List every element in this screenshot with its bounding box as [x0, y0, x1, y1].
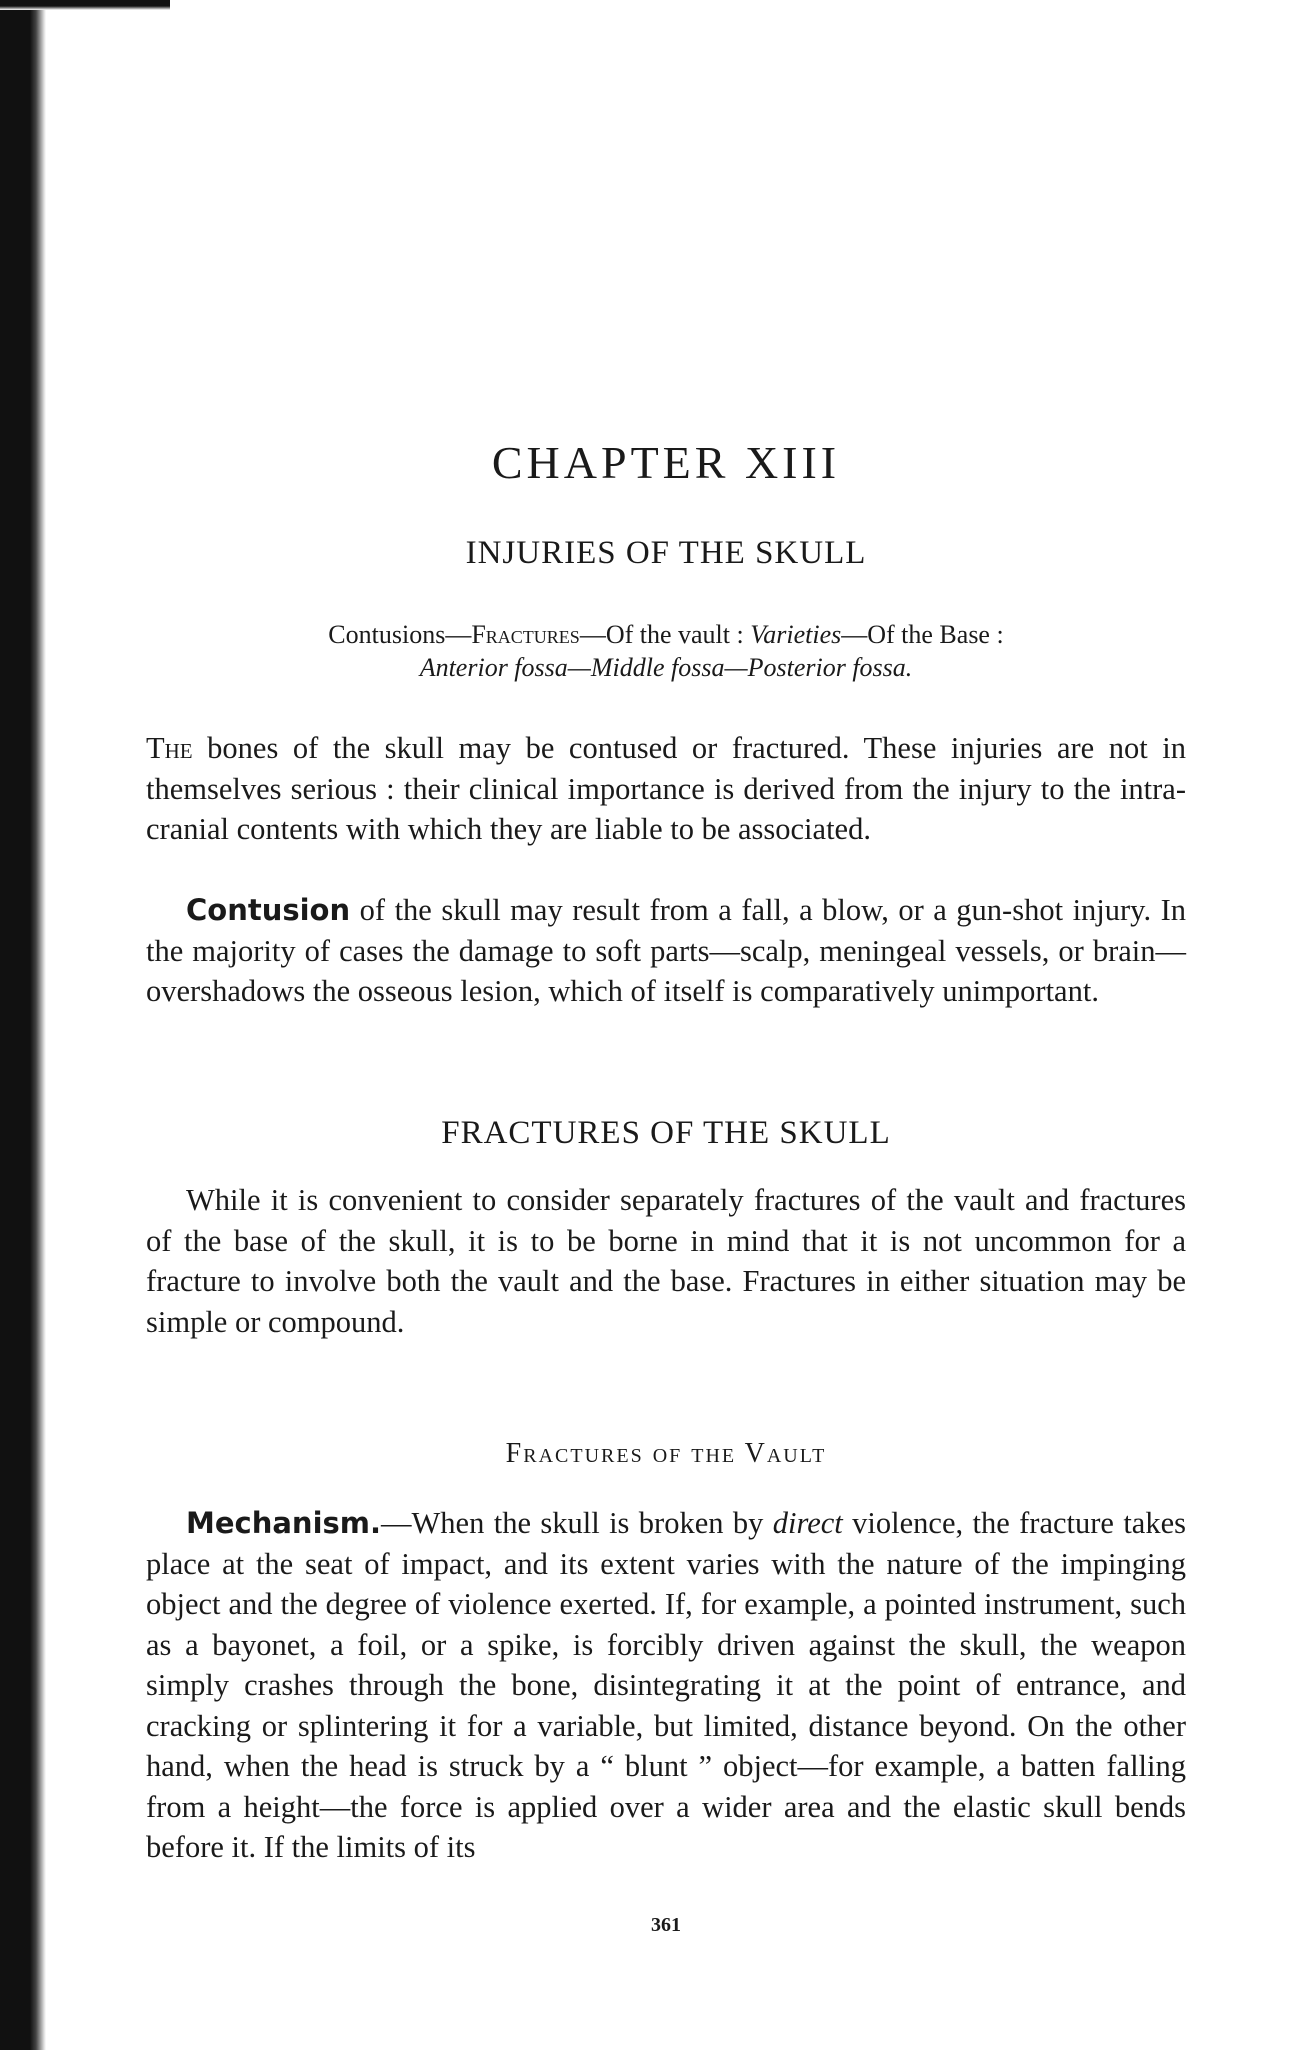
summary-part-3: —Of the vault :	[579, 620, 751, 649]
mechanism-text-a: —When the skull is broken by	[381, 1506, 773, 1540]
chapter-number: CHAPTER XIII	[491, 437, 841, 488]
mechanism-text-b: violence, the fracture takes place at the seat of impact, and its extent varies with the nature of the impinging object and the degree of violence exerted. If, for example, a pointed instrument, such as a bayonet, a foil, or a spike, is forcibly driven against the skull, the weapon simply crashes through the bone, disintegrating it at the point of entrance, and cracking or splintering it for a variable, but limited, distance beyond. On the other hand, when the head is struck by a “ blunt ” object—for example, a batten falling from a height—the force is applied over a wider area and the elastic skull bends before it. If the limits of its	[146, 1506, 1186, 1864]
book-binding-edge	[0, 0, 46, 2050]
summary-line-1	[186, 618, 1146, 651]
intro-text: bones of the skull may be contused or fractured. These injuries are not in themselves serious : their clinical importance is derived from the injury to the intra-cranial contents with which they are liable to be associated.	[146, 731, 1186, 846]
mechanism-lead: Mechanism.	[186, 1506, 382, 1540]
summary-part-1: Contusions—	[328, 620, 472, 649]
binding-top-edge	[0, 0, 170, 10]
page-number: 361	[651, 1914, 681, 1936]
summary-part-2: Fractures	[471, 620, 580, 649]
fractures-paragraph: While it is convenient to consider separately fractures of the vault and fractures of the base of the skull, it is to be borne in mind that it is not uncommon for a fracture to involve both the vault and the base. Fractures in either situation may be simple or compound.	[146, 1183, 1186, 1339]
intro-lead: The	[146, 731, 193, 765]
vault-heading: Fractures of the Vault	[505, 1438, 827, 1469]
fractures-heading: FRACTURES OF THE SKULL	[441, 1115, 891, 1151]
chapter-summary	[186, 618, 1146, 684]
contusion-lead: Contusion	[186, 893, 351, 927]
intro-paragraph	[146, 728, 1186, 850]
mechanism-paragraph	[146, 1503, 1186, 1868]
summary-line-2-text: Anterior fossa—Middle fossa—Posterior fossa.	[419, 653, 913, 682]
summary-part-4: Varieties	[750, 620, 842, 649]
summary-line-2	[186, 651, 1146, 684]
book-page	[146, 0, 1186, 2050]
contusion-paragraph	[146, 890, 1186, 1012]
chapter-title: INJURIES OF THE SKULL	[465, 535, 867, 571]
mechanism-emphasis: direct	[772, 1506, 843, 1540]
summary-part-5: —Of the Base :	[841, 620, 1004, 649]
contusion-text: of the skull may result from a fall, a blow, or a gun-shot injury. In the majority of cases the damage to soft parts—scalp, meningeal vessels, or brain—overshadows the osseous lesion, which of itself is comparatively unimportant.	[146, 893, 1186, 1008]
